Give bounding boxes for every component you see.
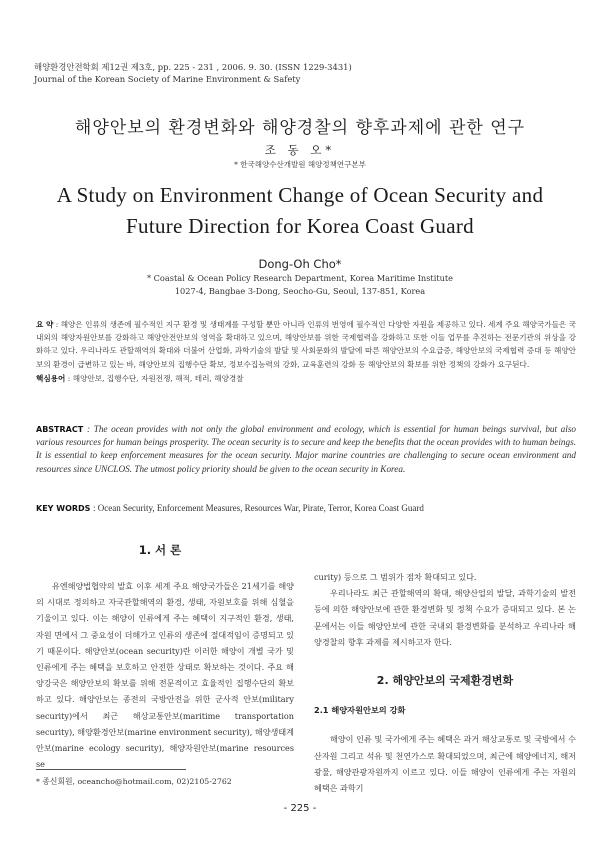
page-number: - 225 -	[283, 803, 317, 814]
author-english: Dong-Oh Cho*	[258, 257, 342, 271]
keywords-ko-text: : 해양안보, 집행수단, 자원전쟁, 해적, 테러, 해양경찰	[67, 374, 244, 383]
affiliation-en-line-2: 1027-4, Bangbae 3-Dong, Seocho-Gu, Seoul, 137-851, Korea	[174, 285, 426, 296]
section-1-heading: 1. 서 론	[138, 543, 182, 557]
section-1-left-column	[36, 578, 294, 772]
paper-title-english	[0, 180, 600, 242]
section-1-paragraph-2: 우리나라도 최근 관할해역의 확대, 해양산업의 발달, 과학기술의 발전 등에 의한 해양안보에 관한 환경변화 및 정책 수요가 증대되고 있다. 본 논문에서는 이들 해양안보에 관한 국내외 환경변화를 분석하고 우리나라 해양경찰의 향후 과제를 제시하고자 한다.	[314, 588, 576, 647]
korean-summary	[36, 318, 576, 371]
keywords-ko-label: 핵심용어	[36, 374, 66, 383]
affiliation-english	[0, 272, 600, 297]
title-en-line-2: Future Direction for Korea Coast Guard	[126, 214, 474, 238]
keywords-en-label: KEY WORDS	[36, 504, 91, 513]
abstract-text: : The ocean provides with not only the global environment and ecology, which is essential for human beings survival, but also various resources for human beings prosperity. The ocean security is to secure and keep the benefits that the ocean provides with to human beings. It is essential to keep enforcement measures for the ocean security. Major marine countries are challenging to secure ocean environment and resources since UNCLOS. The utmost policy priority should be given to the ocean security in Korea.	[36, 424, 576, 474]
affiliation-en-line-1: * Coastal & Ocean Policy Research Department, Korea Maritime Institute	[146, 273, 454, 283]
section-1-paragraph-continued: curity) 등으로 그 범위가 점차 확대되고 있다.	[314, 572, 477, 582]
journal-header	[34, 61, 352, 85]
section-1-right-column	[314, 569, 576, 650]
english-abstract	[36, 423, 576, 476]
affiliation-korean: * 한국해양수산개발원 해양정책연구본부	[234, 160, 366, 169]
author-korean: 조 동 오*	[264, 143, 336, 157]
english-keywords	[36, 503, 424, 513]
section-2-1-body	[314, 723, 576, 805]
footnote-divider	[36, 769, 186, 770]
author-footnote: * 종신회원, oceancho@hotmail.com, 02)2105-2762	[36, 777, 232, 786]
section-1-paragraph: 유엔해양법협약의 발효 이후 세계 주요 해양국가들은 21세기를 해양의 시대로 정의하고 자국관할해역의 환경, 생태, 자원보호를 위해 심혈을 기울이고 있다. 이는 해양이 인류에게 주는 혜택이 지구적인 환경, 생태, 자원 면에서 그 중요성이 더해가고 인류의 생존에 절대적임이 증명되고 있기 때문이다. 해양안보(ocean security)란 이러한 해양이 개별 국가 및 인류에게 주는 혜택을 보호하고 안전한 상태로 확보하는 것이다. 주요 해양강국은 해양안보의 확보를 위해 전문적이고 효율적인 집행수단의 확보하고 있다. 해양안보는 종전의 국방안전을 위한 군사적 안보(military security)에서 최근 해상교통안보(maritime transportation security), 해양환경안보(marine environment security), 해양생태계안보(marine ecology security), 해양자원안보(marine resources se	[36, 581, 294, 770]
summary-label: 요 약	[36, 320, 54, 329]
keywords-en-text: : Ocean Security, Enforcement Measures, Resources War, Pirate, Terror, Korea Coast Guard	[92, 503, 424, 513]
abstract-label: ABSTRACT	[36, 425, 84, 434]
korean-keywords	[36, 373, 244, 384]
title-en-line-1: A Study on Environment Change of Ocean Security and	[56, 183, 544, 207]
section-2-heading: 2. 해양안보의 국제환경변화	[376, 674, 514, 687]
journal-citation-ko: 해양환경안전학회 제12권 제3호, pp. 225 - 231 , 2006. 9. 30. (ISSN 1229-3431)	[34, 62, 352, 72]
journal-name-en: Journal of the Korean Society of Marine Environment & Safety	[34, 74, 301, 84]
summary-text: : 해양은 인류의 생존에 필수적인 지구 환경 및 생태계를 구성할 뿐만 아니라 인류의 번영에 필수적인 다양한 자원을 제공하고 있다. 세계 주요 해양국가들은 국내외의 해양자원안보를 강화하고 해양안전안보의 영역을 확대하고 있으며, 해양안보를 위한 국제협력을 강화하고 또한 이들 업무를 추진하는 전문기관의 위상을 강화하고 있다. 우리나라도 관할해역의 확대와 더불어 산업화, 과학기술의 발달 및 사회문화의 발달에 따른 해양안보의 수요급증, 해양안보의 국제협력 증대 등 해양안보의 환경이 급변하고 있는 바, 해양안보의 집행수단 확보, 정보수집능력의 강화, 교육훈련의 강화 등 해양안보의 확보를 위한 정책의 강화가 요구된다.	[36, 320, 576, 369]
section-2-1-subheading: 2.1 해양자원안보의 강화	[314, 705, 406, 715]
section-2-1-paragraph: 해양이 인류 및 국가에게 주는 혜택은 과거 해상교통로 및 국방에서 수산자원 그리고 석유 및 천연가스로 확대되었으며, 최근에 해양에너지, 해저광물, 해양관광자원까지 이르고 있다. 이들 해양이 인류에게 주는 자원의 혜택은 과학기	[314, 734, 576, 794]
paper-title-korean: 해양안보의 환경변화와 해양경찰의 향후과제에 관한 연구	[74, 118, 526, 138]
